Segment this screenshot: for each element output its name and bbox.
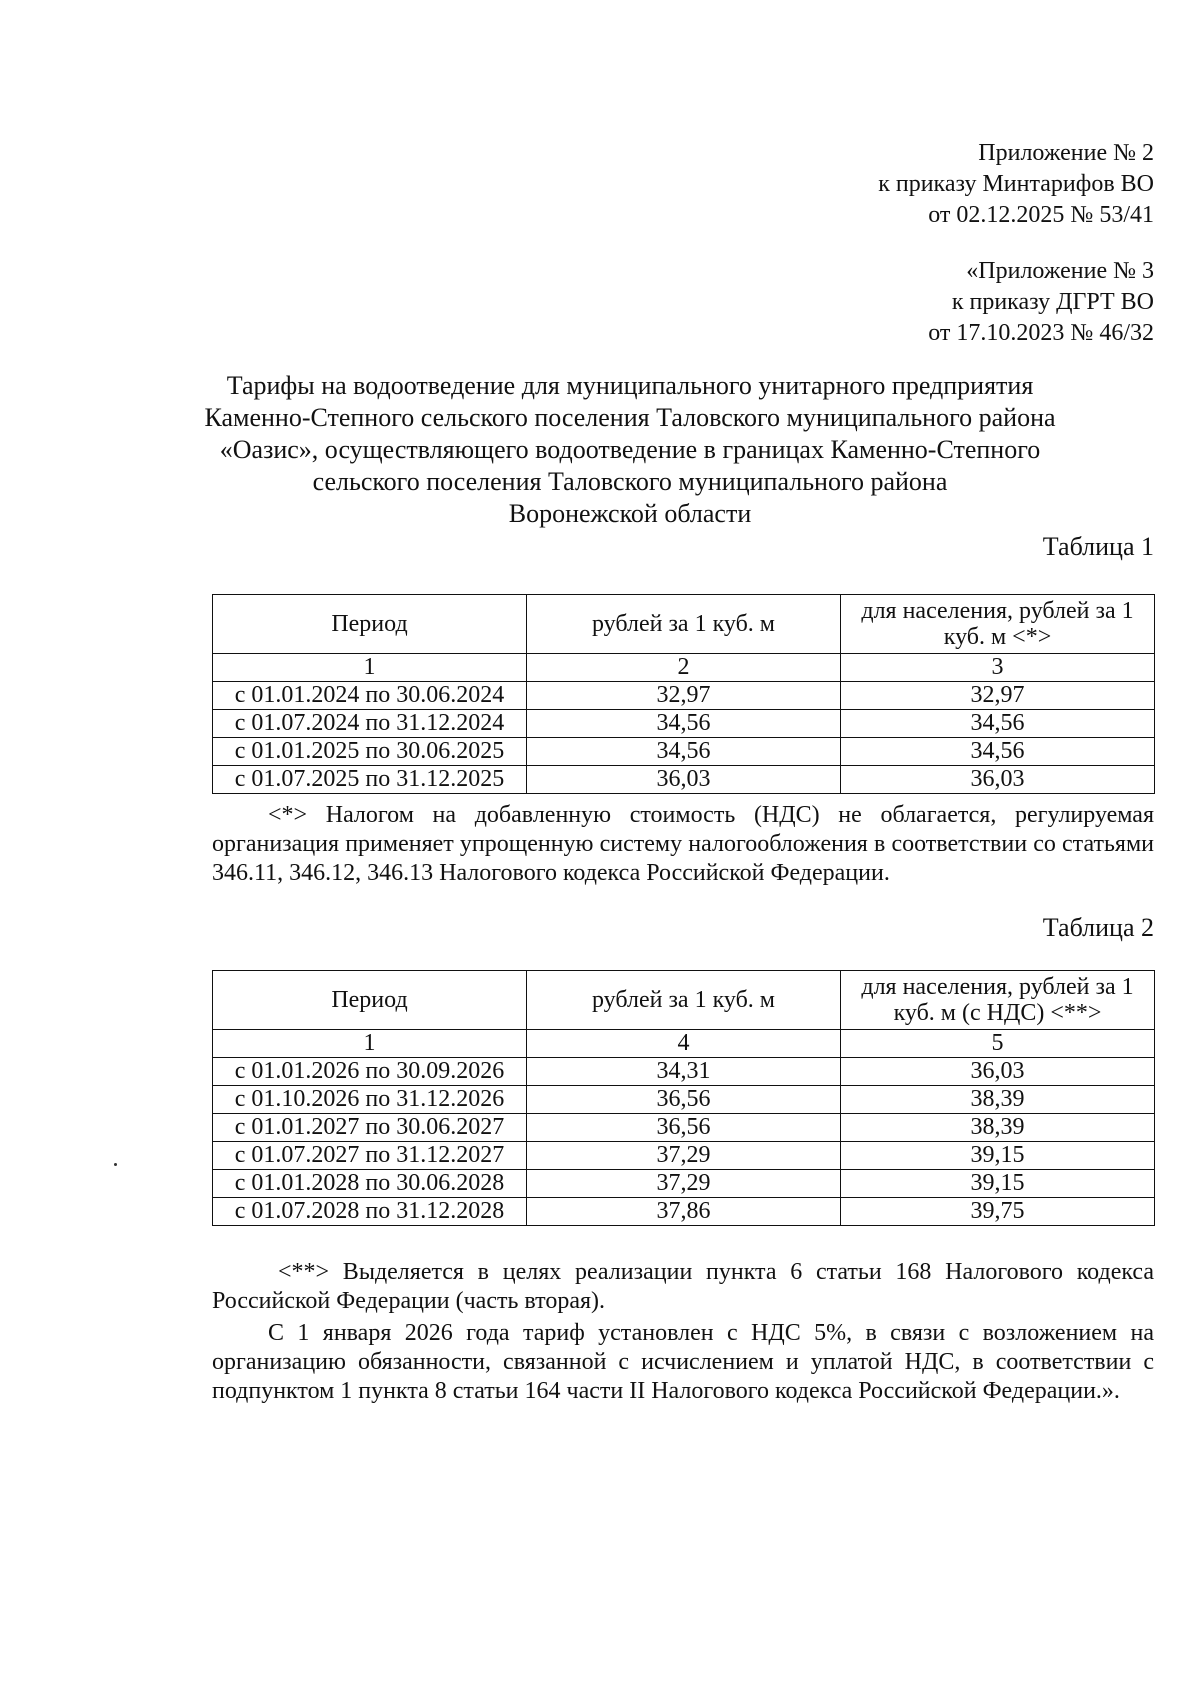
table-2-label: Таблица 2	[1042, 913, 1154, 942]
period-cell: с 01.07.2025 по 31.12.2025	[213, 766, 527, 794]
title-line-4: сельского поселения Таловского муниципального района	[312, 467, 948, 496]
rate-cell: 34,56	[527, 738, 841, 766]
population-rate-cell: 36,03	[841, 766, 1155, 794]
appendix-3-line-1: «Приложение № 3	[966, 258, 1154, 284]
title-line-3: «Оазис», осуществляющего водоотведение в границах Каменно-Степного	[219, 435, 1041, 464]
column-number: 1	[213, 1030, 527, 1058]
rate-cell: 37,86	[527, 1198, 841, 1226]
column-number-row	[213, 1030, 1155, 1058]
column-number-row	[213, 654, 1155, 682]
appendix-3-line-2: к приказу ДГРТ ВО	[951, 289, 1154, 315]
column-number: 2	[527, 654, 841, 682]
table-row	[213, 738, 1155, 766]
population-rate-cell: 34,56	[841, 738, 1155, 766]
table-1-label: Таблица 1	[1042, 532, 1154, 561]
appendix-3-line-3: от 17.10.2023 № 46/32	[928, 320, 1154, 346]
rate-cell: 34,56	[527, 710, 841, 738]
table-row	[213, 710, 1155, 738]
table-row	[213, 1114, 1155, 1142]
rate-cell: 34,31	[527, 1058, 841, 1086]
population-rate-cell: 34,56	[841, 710, 1155, 738]
population-rate-cell: 38,39	[841, 1086, 1155, 1114]
header-period: Период	[213, 971, 527, 1030]
table-header-row	[213, 971, 1155, 1030]
appendix-2-line-2: к приказу Минтарифов ВО	[878, 171, 1154, 197]
table-row	[213, 1198, 1155, 1226]
appendix-2-header	[878, 138, 1154, 231]
column-number: 5	[841, 1030, 1155, 1058]
table-row	[213, 682, 1155, 710]
document-title	[140, 370, 1120, 530]
vat-paragraph: С 1 января 2026 года тариф установлен с НДС 5%, в связи с возложением на организацию обязанности, связанной с исчислением и уплатой НДС, в соответствии с подпунктом 1 пункта 8 статьи 164 части II Налогового кодекса Российской Федерации.».	[212, 1320, 1154, 1404]
period-cell: с 01.01.2026 по 30.09.2026	[213, 1058, 527, 1086]
header-rate: рублей за 1 куб. м	[527, 595, 841, 654]
title-line-5: Воронежской области	[508, 499, 752, 528]
header-population-rate: для населения, рублей за 1 куб. м (с НДС) <**>	[841, 971, 1155, 1030]
period-cell: с 01.07.2027 по 31.12.2027	[213, 1142, 527, 1170]
column-number: 4	[527, 1030, 841, 1058]
appendix-3-header	[928, 256, 1154, 349]
table-row	[213, 1170, 1155, 1198]
population-rate-cell: 39,75	[841, 1198, 1155, 1226]
rate-cell: 36,56	[527, 1086, 841, 1114]
period-cell: с 01.01.2027 по 30.06.2027	[213, 1114, 527, 1142]
population-rate-cell: 39,15	[841, 1170, 1155, 1198]
appendix-2-line-3: от 02.12.2025 № 53/41	[928, 202, 1154, 228]
population-rate-cell: 38,39	[841, 1114, 1155, 1142]
rate-cell: 37,29	[527, 1142, 841, 1170]
title-line-1: Тарифы на водоотведение для муниципального унитарного предприятия	[226, 371, 1034, 400]
period-cell: с 01.01.2028 по 30.06.2028	[213, 1170, 527, 1198]
column-number: 1	[213, 654, 527, 682]
rate-cell: 37,29	[527, 1170, 841, 1198]
table-row	[213, 1142, 1155, 1170]
table-row	[213, 766, 1155, 794]
period-cell: с 01.07.2028 по 31.12.2028	[213, 1198, 527, 1226]
table-row	[213, 1086, 1155, 1114]
population-rate-cell: 32,97	[841, 682, 1155, 710]
period-cell: с 01.07.2024 по 31.12.2024	[213, 710, 527, 738]
header-rate: рублей за 1 куб. м	[527, 971, 841, 1030]
scan-speck	[114, 1163, 117, 1166]
table-row	[213, 1058, 1155, 1086]
population-rate-cell: 39,15	[841, 1142, 1155, 1170]
header-period: Период	[213, 595, 527, 654]
table-2-footnote: <**> Выделяется в целях реализации пункта 6 статьи 168 Налогового кодекса Российской Федерации (часть вторая).	[212, 1259, 1154, 1314]
table-1-footnote: <*> Налогом на добавленную стоимость (НДС) не облагается, регулируемая организация применяет упрощенную систему налогообложения в соответствии со статьями 346.11, 346.12, 346.13 Налогового кодекса Российской Федерации.	[212, 802, 1154, 886]
period-cell: с 01.01.2025 по 30.06.2025	[213, 738, 527, 766]
tariff-table-2	[212, 970, 1155, 1226]
column-number: 3	[841, 654, 1155, 682]
rate-cell: 36,03	[527, 766, 841, 794]
period-cell: с 01.01.2024 по 30.06.2024	[213, 682, 527, 710]
period-cell: с 01.10.2026 по 31.12.2026	[213, 1086, 527, 1114]
header-population-rate: для населения, рублей за 1 куб. м <*>	[841, 595, 1155, 654]
population-rate-cell: 36,03	[841, 1058, 1155, 1086]
rate-cell: 36,56	[527, 1114, 841, 1142]
title-line-2: Каменно-Степного сельского поселения Таловского муниципального района	[204, 403, 1056, 432]
table-header-row	[213, 595, 1155, 654]
rate-cell: 32,97	[527, 682, 841, 710]
appendix-2-line-1: Приложение № 2	[978, 140, 1154, 166]
tariff-table-1	[212, 594, 1155, 794]
